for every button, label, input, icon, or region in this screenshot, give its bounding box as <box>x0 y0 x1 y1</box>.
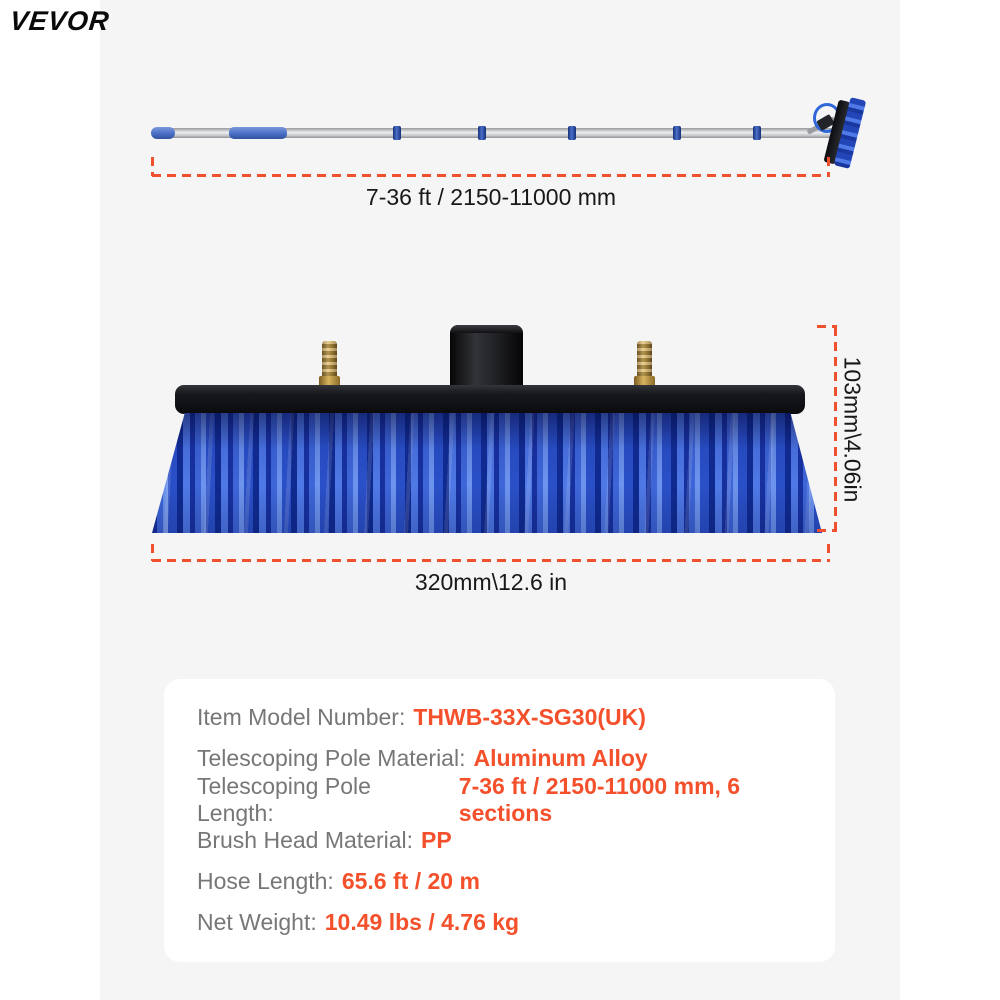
spec-value: Aluminum Alloy <box>473 745 648 771</box>
spec-value: 10.49 lbs / 4.76 kg <box>324 909 520 935</box>
spec-row-model <box>197 697 835 738</box>
spec-label: Hose Length: <box>197 868 334 894</box>
head-width-tick-left <box>151 544 154 561</box>
spec-label: Telescoping Pole Material: <box>197 745 466 771</box>
pole-end-cap <box>151 127 175 139</box>
pole-socket-rim <box>450 325 523 333</box>
head-width-dimension-line <box>152 559 830 562</box>
head-width-label: 320mm\12.6 in <box>414 569 568 595</box>
head-height-label: 103mm\4.06in <box>839 356 866 503</box>
spec-row-hose-length <box>197 861 835 902</box>
spec-value: 65.6 ft / 20 m <box>341 868 480 894</box>
head-height-tick-bottom <box>817 529 837 532</box>
spec-value: 7-36 ft / 2150-11000 mm, 6 sections <box>458 772 741 826</box>
spec-card <box>164 679 835 962</box>
spec-label: Brush Head Material: <box>197 827 414 853</box>
pole-length-label: 7-36 ft / 2150-11000 mm <box>365 184 617 210</box>
vevor-logo-icon: VEVOR <box>8 6 112 36</box>
pole-collar <box>753 126 761 140</box>
spec-row-pole-length <box>197 772 835 826</box>
pole-length-tick-right <box>827 157 830 176</box>
head-height-dimension-line <box>834 327 837 532</box>
pole-collar <box>568 126 576 140</box>
spec-value: THWB-33X-SG30(UK) <box>413 704 646 730</box>
pole-length-tick-left <box>151 157 154 176</box>
spec-label: Item Model Number: <box>197 704 406 730</box>
pole-length-dimension-line <box>152 174 830 177</box>
spec-row-net-weight <box>197 902 835 943</box>
pole-collar <box>478 126 486 140</box>
spec-label: Net Weight: <box>197 909 317 935</box>
brush-head-bar <box>175 385 805 414</box>
head-height-tick-top <box>817 325 837 328</box>
pole-grip <box>229 127 287 139</box>
pole-socket <box>450 325 523 387</box>
brush-bristles <box>152 413 822 533</box>
pole-collar <box>393 126 401 140</box>
pole-collar <box>673 126 681 140</box>
head-width-tick-right <box>827 544 830 561</box>
spec-value: PP <box>421 827 452 853</box>
spec-label: Telescoping Pole Length: <box>197 772 371 826</box>
